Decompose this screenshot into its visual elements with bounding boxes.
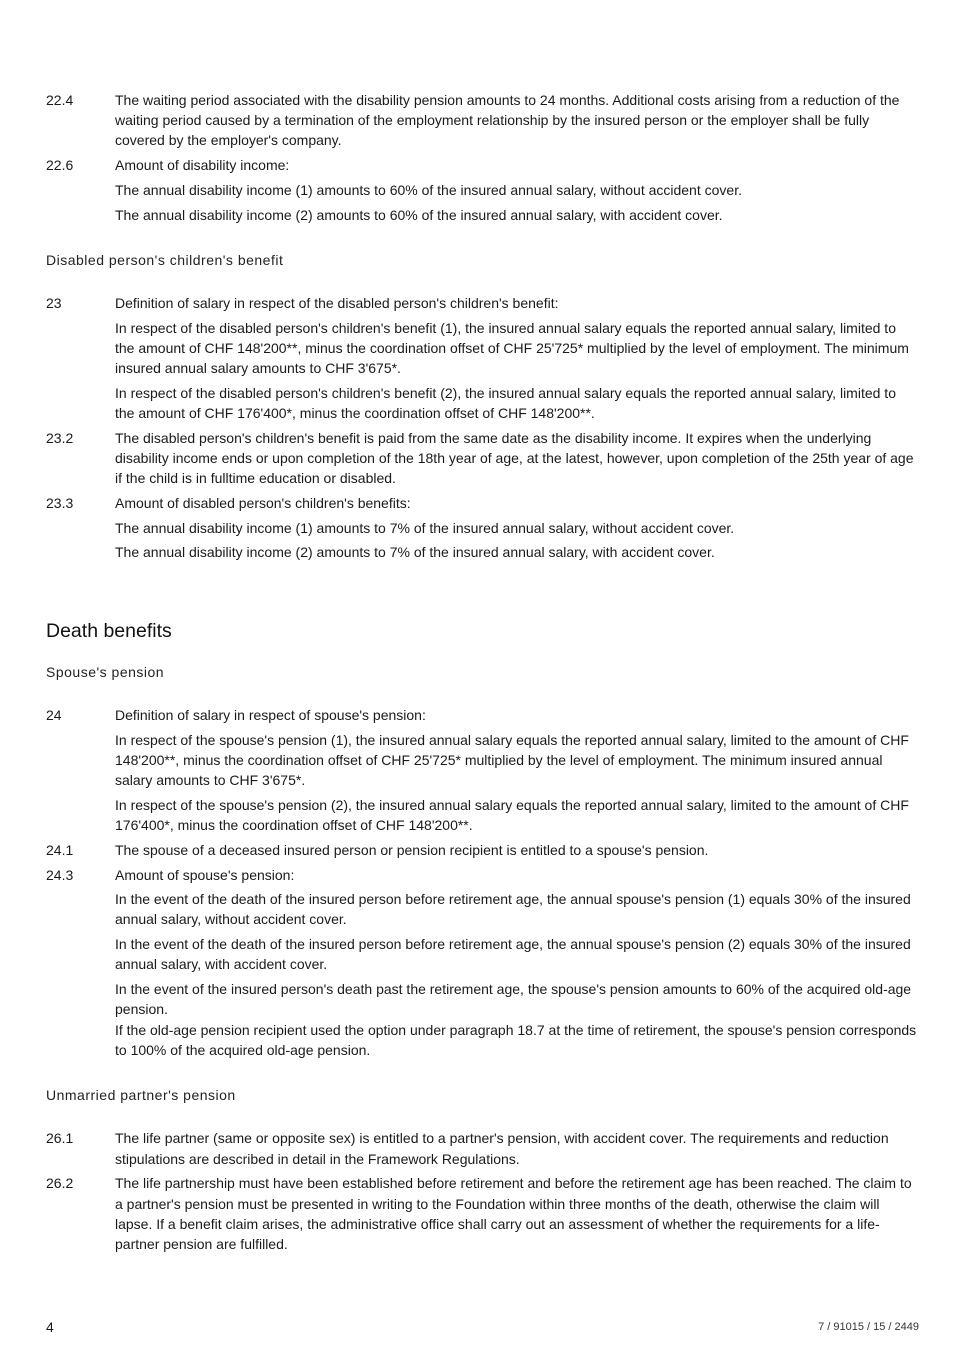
clause-number: 23.3 [46, 495, 74, 512]
clause-paragraph: In respect of the spouse's pension (2), the insured annual salary equals the reported annual salary, limited to the amount of CHF 176'400*, minus the coordination offset of CHF 148'200**. [115, 796, 909, 834]
clause-paragraph: Amount of disabled person's children's benefits: [115, 495, 411, 512]
clause-text [115, 1173, 918, 1258]
clause-paragraph: The disabled person's children's benefit is paid from the same date as the disability income. It expires when the underlying disability income ends or upon completion of the 18th year of age, at the latest, however, upon completion of the 25th year of age if the child is in fulltime education or disabled. [115, 429, 914, 487]
clause-paragraph: In the event of the death of the insured person before retirement age, the annual spouse's pension (1) equals 30% of the insured annual salary, without accident cover. [115, 891, 911, 928]
clause-paragraph: In respect of the disabled person's children's benefit (2), the insured annual salary equals the reported annual salary, limited to the amount of CHF 176'400*, minus the coordination offset of CHF 148'200**. [115, 385, 896, 422]
clause-paragraph: The waiting period associated with the disability pension amounts to 24 months. Additional costs arising from a reduction of the waiting period caused by a termination of the employment relationship by the insured person or the employer shall be fully covered by the employer's company. [115, 92, 900, 149]
clause-number: 26.2 [46, 1175, 74, 1192]
subheading-children-benefit: Disabled person's children's benefit [46, 252, 284, 269]
clause-22-4 [46, 90, 918, 155]
clause-paragraph: Definition of salary in respect of the disabled person's children's benefit: [115, 295, 559, 312]
clause-paragraph: Amount of disability income: [115, 157, 290, 174]
clause-number: 23.2 [46, 429, 74, 446]
heading-death-benefits: Death benefits [46, 620, 172, 643]
clause-number: 24.1 [46, 841, 74, 858]
subheading-spouse-pension: Spouse's pension [46, 664, 165, 681]
clause-paragraph: The annual disability income (2) amounts to 60% of the insured annual salary, with accident cover. [115, 206, 723, 223]
clause-text [115, 90, 918, 155]
clause-number: 26.1 [46, 1130, 74, 1147]
section-children-benefit [46, 293, 918, 567]
clause-23 [46, 293, 918, 428]
clause-24 [46, 705, 918, 840]
clause-number: 22.6 [46, 157, 74, 174]
clause-paragraph: Definition of salary in respect of spouse's pension: [115, 707, 426, 724]
clause-text [115, 865, 918, 1065]
clause-23-3 [46, 493, 918, 567]
section-partner-pension [46, 1128, 918, 1258]
clause-paragraph: The annual disability income (2) amounts to 7% of the insured annual salary, with accident cover. [115, 544, 715, 561]
clause-text [115, 155, 918, 229]
clause-23-2 [46, 428, 918, 493]
clause-text [115, 428, 918, 493]
page-number: 4 [46, 1319, 54, 1335]
clause-number: 24.3 [46, 866, 74, 883]
clause-number: 22.4 [46, 92, 74, 108]
clause-22-6 [46, 155, 918, 229]
clause-number: 24 [46, 707, 62, 724]
subheading-partner-pension: Unmarried partner's pension [46, 1087, 236, 1104]
clause-paragraph: The annual disability income (1) amounts to 60% of the insured annual salary, without accident cover. [115, 181, 742, 198]
clause-paragraph: In the event of the death of the insured person before retirement age, the annual spouse's pension (2) equals 30% of the insured annual salary, with accident cover. [115, 936, 911, 973]
clause-24-1 [46, 840, 918, 865]
clause-26-2 [46, 1173, 918, 1258]
clause-paragraph: In the event of the insured person's death past the retirement age, the spouse's pension amounts to 60% of the acquired old-age pension. If the old-age pension recipient used the option under paragraph 18.7 at the time of retirement, the spouse's pension corresponds to 100% of the acquired old-age pension. [115, 981, 917, 1058]
section-disability-income [46, 90, 918, 229]
document-reference: 7 / 91015 / 15 / 2449 [818, 1321, 919, 1333]
clause-paragraph: In respect of the spouse's pension (1), the insured annual salary equals the reported annual salary, limited to the amount of CHF 148'200**, minus the coordination offset of CHF 25'725* multiplied by the level of employment. The minimum insured annual salary amounts to CHF 3'675*. [115, 731, 909, 789]
clause-paragraph: In respect of the disabled person's children's benefit (1), the insured annual salary equals the reported annual salary, limited to the amount of CHF 148'200**, minus the coordination offset of CHF 25'725* multiplied by the level of employment. The minimum insured annual salary amounts to CHF 3'675*. [115, 319, 909, 377]
clause-text [115, 840, 918, 865]
clause-paragraph: Amount of spouse's pension: [115, 866, 295, 883]
clause-text [115, 705, 918, 840]
section-spouse-pension [46, 705, 918, 1064]
clause-paragraph: The spouse of a deceased insured person or pension recipient is entitled to a spouse's pension. [115, 841, 709, 858]
clause-paragraph: The life partner (same or opposite sex) is entitled to a partner's pension, with accident cover. The requirements and reduction stipulations are described in detail in the Framework Regulations. [115, 1130, 889, 1167]
clause-text [115, 293, 918, 428]
clause-paragraph: The annual disability income (1) amounts to 7% of the insured annual salary, without accident cover. [115, 519, 735, 536]
document-page [46, 90, 918, 1259]
clause-24-3 [46, 865, 918, 1065]
clause-number: 23 [46, 295, 62, 312]
clause-text [115, 493, 918, 567]
clause-26-1 [46, 1128, 918, 1173]
clause-paragraph: The life partnership must have been established before retirement and before the retirement age has been reached. The claim to a partner's pension must be presented in writing to the Foundation within three months of the death, otherwise the claim will lapse. If a benefit claim arises, the administrative office shall carry out an assessment of whether the requirements for a life-partner pension are fulfilled. [115, 1175, 912, 1252]
clause-text [115, 1128, 918, 1173]
